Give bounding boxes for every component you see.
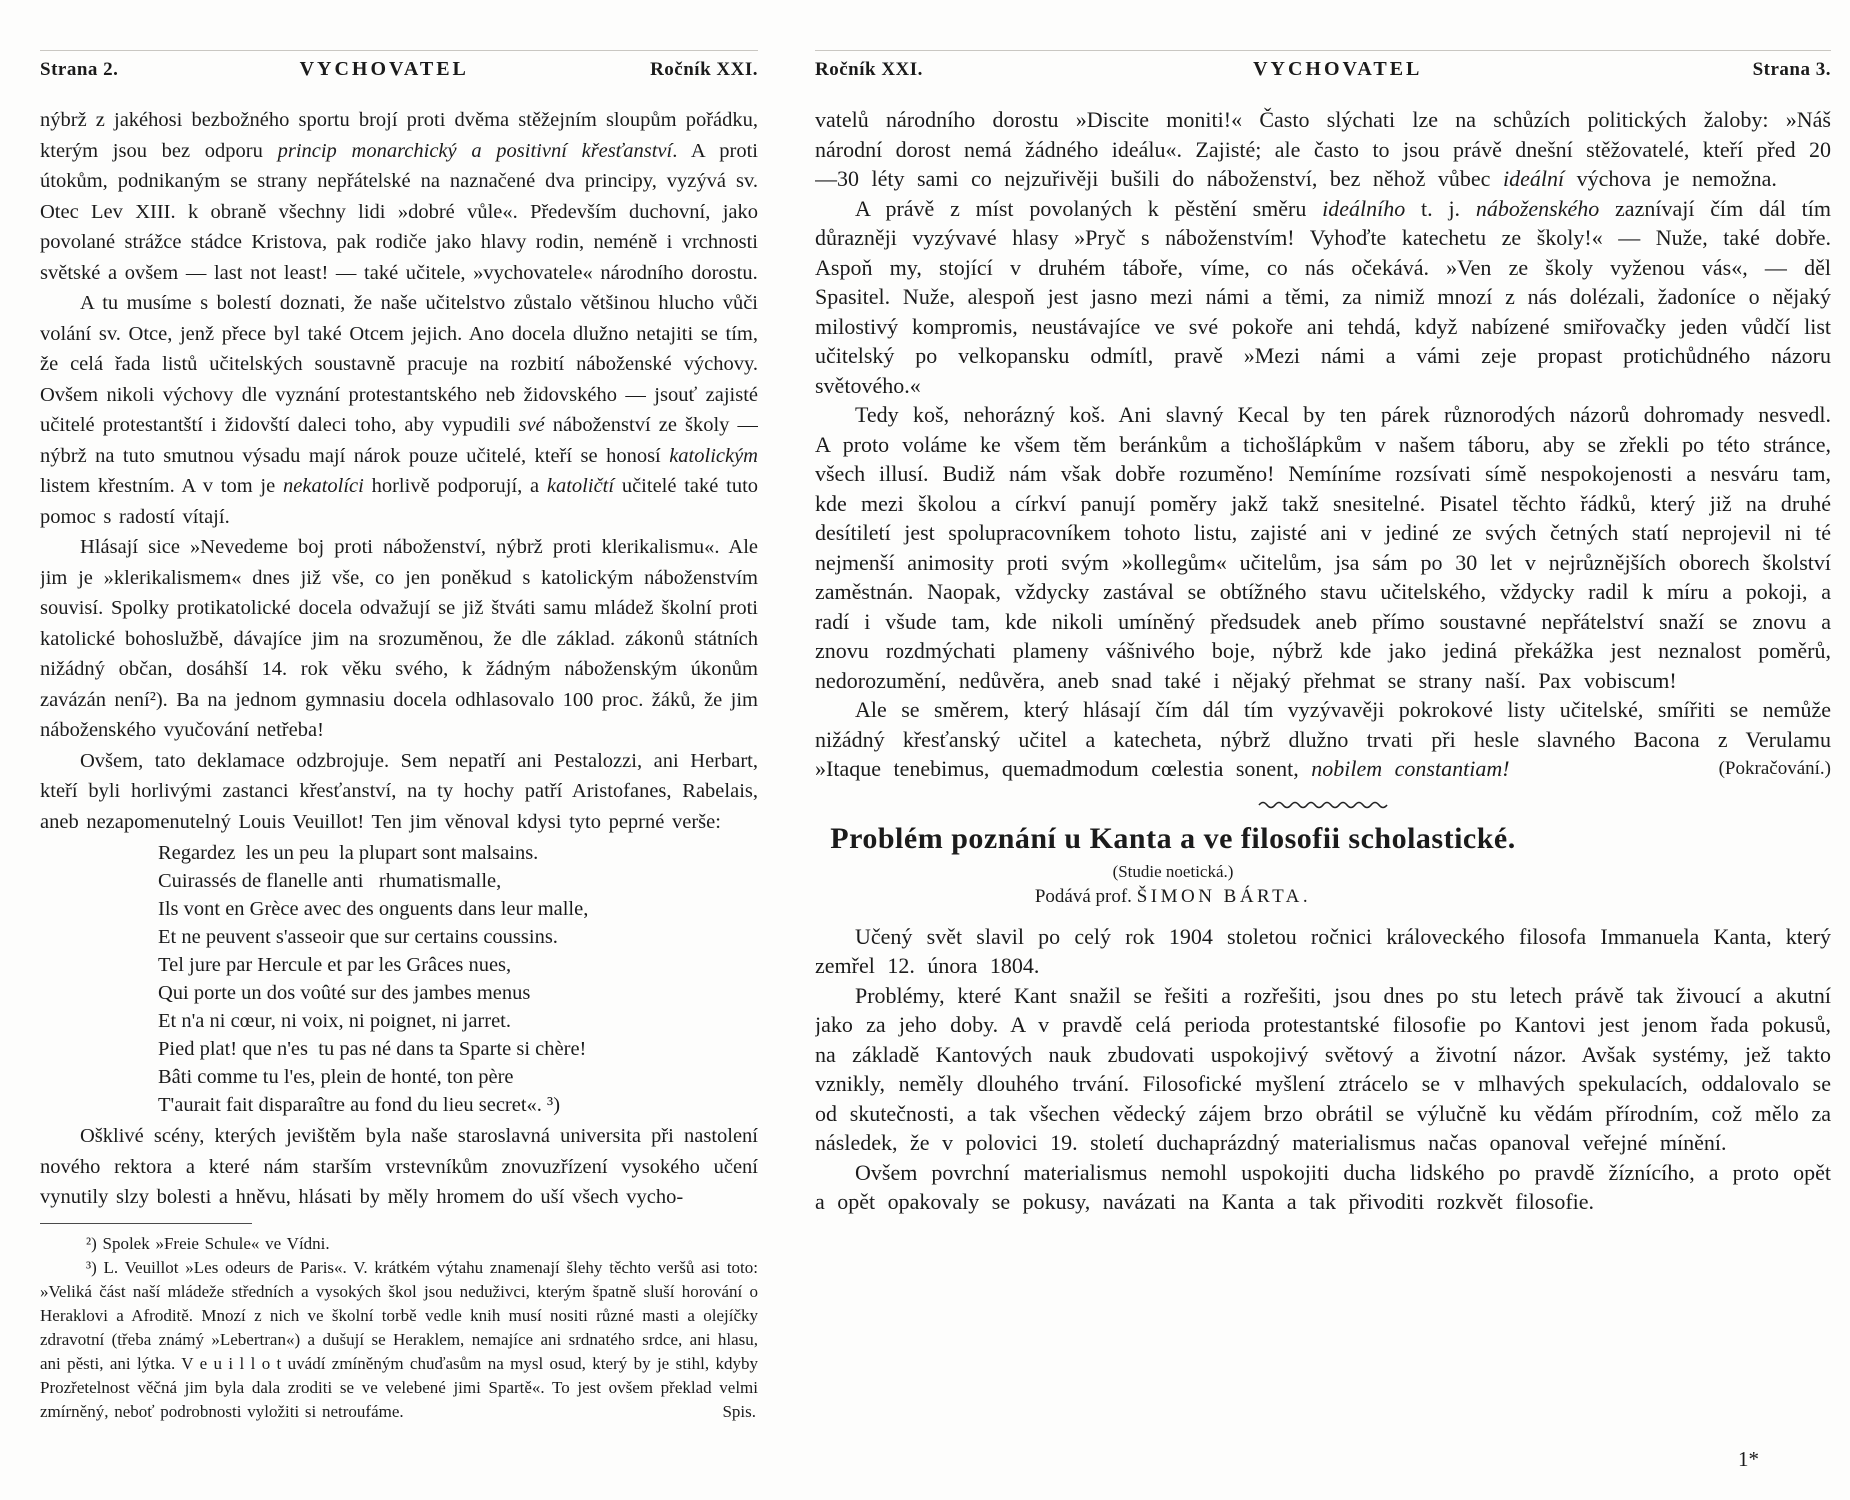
paragraph: Tedy koš, nehorázný koš. Ani slavný Kecal by ten párek různorodých názorů dohromady nesvedl. A proto voláme ke všem těm beránkům a tichošlápkům v našem táboru, aby se zřekli po této stránce, všech illusí. Budiž nám však dobře rozuměno! Nemíníme rozsívati símě nespokojenosti a nesváru tam, kde mezi školou a církví panují poměry jakž takž snesitelné. Pisatel těchto řádků, který již na druhé desítiletí jest spolupracovníkem tohoto listu, zajisté ani v jediné ze svých četných statí neprojevil ni té nejmenší animosity proti svým »kollegům« učitelům, jsa sám po 30 let v nejrůznějších oborech školství zaměstnán. Naopak, vždycky zastával se obtížného stavu učitelského, vždycky radil k míru a pokoji, a radí i všude tam, kde nikoli umíněný předsudek aneb přímo soustavné nepřátelství snaží se znovu a znovu rozdmýchati plameny vášnivého boje, nýbrž kde jako jediná překážka jest neznalost poměrů, nedorozumění, nedůvěra, aneb snad také i nějaký přehmat se strany naší. Pax vobiscum! — [815, 402, 1831, 693]
journal-title-right: VYCHOVATEL — [1253, 58, 1423, 80]
footnote-3-text: ³) L. Veuillot »Les odeurs de Paris«. V. krátkém výtahu znamenají šlehy těchto veršů asi toto: »Veliká část naší mládeže středních a vysokých škol jsou neduživci, kterým špatně sluší horování o Heraklovi a Afroditě. Mnozí z nich ve školní torbě vedle knih musí nositi různé masti a olejíčky zdravotní (třeba známý »Lebertran«) a dušují se Heraklem, nemajíce ani srdnatého srdce, ani hlasu, ani pěsti, ani lýtka. V e u i l l o t uvádí zmíněným chuďasům na mysl osud, který by je stihl, kdyby Prozřetelnost věčná jim byla dala zroditi se ve velebené jimi Spartě«. To jest ovšem překlad velmi zmírněný, neboť podrobnosti vyložiti si netroufáme. — [40, 1257, 758, 1421]
poem-veuillot — [158, 839, 758, 1119]
footnote-2: ²) Spolek »Freie Schule« ve Vídni. — [86, 1233, 330, 1253]
poem-line: Bâti comme tu l'es, plein de honté, ton père — [158, 1066, 514, 1088]
paragraph: Hlásají sice »Nevedeme boj proti náboženství, nýbrž proti klerikalismu«. Ale jim je »klerikalismem« dnes již vše, co jen poněkud s katolickým náboženstvím souvisí. Spolky protikatolické docela odvažují se již štváti samu mládež školní proti katolické bohoslužbě, dávajíce jim na srozuměnou, že dle základ. zákonů státních nižádný občan, dosáhší 14. rok věku svého, k žádným náboženským úkonům zavázán není²). Ba na jednom gymnasiu docela odhlasovalo 100 proc. žáků, že jim náboženského vyučování netřeba! — [40, 536, 758, 741]
byline-author: ŠIMON BÁRTA. — [1136, 885, 1312, 907]
volume-label-right: Ročník XXI. — [815, 59, 923, 80]
paragraph-continuation: nýbrž z jakéhosi bezbožného sportu brojí proti dvěma stěžejním sloupům pořádku, kterým jsou bez odporu princip monarchický a positivní křesťanství. A proti útokům, podnikaným se strany nepřátelské na naznačené dva principy, vyzývá sv. Otec Lev XIII. k obraně všechny lidi »dobré vůle«. Především duchovní, jako povolané strážce stádce Kristova, pak rodiče jako hlavy rodin, neméně i vrchnosti světské a ovšem — last not least! — také učitele, »vychovatele« národního dorostu. — [40, 109, 758, 284]
article-paragraph: Problémy, které Kant snažil se řešiti a rozřešiti, jsou dnes po stu letech právě tak živoucí a akutní jako za jeho doby. A v pravdě celá perioda protestantské filosofie po Kantovi jest jenom řada pokusů, na základě Kantových nauk zbudovati uspokojivý světový a životní názor. Avšak systémy, jež takto vznikly, neměly dlouhého trvání. Filosofické myšlení ztrácelo se v mlhavých spekulacích, oddalovalo se od skutečnosti, a tak všechen vědecký zájem brzo obrátil se výlučně ku vědám přírodním, což mělo za následek, že v polovici 19. století duchaprázdný materialismus načas opanoval veřejné mínění. — [815, 982, 1831, 1155]
footnotes — [40, 1232, 758, 1424]
journal-title-left: VYCHOVATEL — [299, 58, 469, 80]
article-header — [815, 822, 1831, 908]
poem-line: Et n'a ni cœur, ni voix, ni poignet, ni jarret. — [158, 1010, 512, 1032]
paragraph: Ošklivé scény, kterých jevištěm byla naše staroslavná universita při nastolení nového rektora a které nám starším vrstevníkům znovuzřízení vysokého učení vynutily slzy bolesti a hněvu, hlásati by měly hromem do uší všech vycho- — [40, 1125, 758, 1208]
paragraph-continuation: vatelů národního dorostu »Discite moniti!« Často slýchati lze na schůzích politických žaloby: »Náš národní dorost nemá žádného ideálu«. Zajisté; ale často to jsou právě dnešní stěžovatelé, kteří před 20—30 léty sami co nejzuřivěji bušili do náboženství, bez něhož vůbec ideální výchova je nemožna. — [815, 107, 1831, 191]
signature-mark: 1* — [1738, 1447, 1759, 1471]
paragraph: A tu musíme s bolestí doznati, že naše učitelstvo zůstalo většinou hlucho vůči volání sv. Otce, jenž přece byl také Otcem jejich. Ano docela dlužno netajiti se tím, že celá řada listů učitelských soustavně pracuje na rozbití náboženské výchovy. Ovšem nikoli výchovy dle vyznání protestantského neb židovského — jsouť zajisté učitelé protestantští i židovští daleci toho, aby vypudili své náboženství ze školy — nýbrž na tuto smutnou výsadu mají nárok pouze učitelé, kteří se honosí katolickým listem křestním. A v tom je nekatolíci horlivě podporují, a katoličtí učitelé také tuto pomoc s radostí vítají. — [40, 292, 758, 528]
paragraph: Ovšem, tato deklamace odzbrojuje. Sem nepatří ani Pestalozzi, ani Herbart, kteří byli horlivými zastanci křesťanství, na ty hochy patří Aristofanes, Rabelais, aneb nezapomenutelný Louis Veuillot! Ten jim věnoval kdysi tyto peprné verše: — [40, 749, 758, 833]
poem-line: Tel jure par Hercule et par les Grâces nues, — [158, 954, 512, 976]
paragraph: A právě z míst povolaných k pěstění směru ideálního t. j. náboženského zaznívají čím dál tím důrazněji vyzývavé hlasy »Pryč s náboženstvím! Vyhoďte katechetu ze školy!« — Nuže, také dobře. Aspoň my, stojící v druhém táboře, víme, co nás očekává. »Ven ze školy vyženou vás«, — děl Spasitel. Nuže, alespoň jest jasno mezi námi a těmi, za nimiž mnozí z nás dolézali, žadoníce o nějaký milostivý kompromis, neustávajíce ve své pokoře ani tehdá, když nabízené smiřovačky jeden vůdčí list učitelský po velkopansku odmítl, pravě »Mezi námi a vámi zeje propast protichůdného názoru světového.« — [815, 195, 1831, 398]
article-paragraph: Učený svět slavil po celý rok 1904 stoletou ročnici královeckého filosofa Immanuela Kanta, který zemřel 12. února 1804. — [815, 923, 1831, 978]
paragraph-text: Ale se směrem, který hlásají čím dál tím vyzývavěji pokrokové listy učitelské, smířiti se nemůže nižádný křesťanský učitel a katecheta, nýbrž dlužno trvati při hesle slavného Bacona z Verulamu »Itaque tenebimus, quemadmodum cœlestia sonent, nobilem constantiam! — [815, 697, 1831, 781]
article-paragraph: Ovšem povrchní materialismus nemohl uspokojiti ducha lidského po pravdě žíznícího, a proto opět a opět opakovaly se pokusy, navázati na Kanta a tak přivoditi rozkvět filosofie. — [815, 1159, 1831, 1214]
page-number-right: Strana 3. — [1752, 59, 1831, 80]
poem-line: T'aurait fait disparaître au fond du lieu secret«. ³) — [158, 1094, 561, 1116]
top-rule-left — [40, 50, 758, 51]
page-number-left: Strana 2. — [40, 59, 119, 80]
continuation-note: (Pokračování.) — [1718, 758, 1831, 779]
volume-label-left: Ročník XXI. — [650, 59, 758, 80]
article-byline — [815, 886, 1531, 908]
page-left — [40, 0, 758, 1500]
article-subtitle: (Studie noetická.) — [1112, 861, 1234, 881]
poem-line: Ils vont en Grèce avec des onguents dans leur malle, — [158, 898, 589, 920]
poem-line: Regardez les un peu la plupart sont malsains. — [158, 842, 539, 864]
squiggle-divider — [815, 798, 1831, 816]
poem-line: Et ne peuvent s'asseoir que sur certains coussins. — [158, 926, 558, 948]
footnote-3 — [40, 1256, 758, 1424]
top-rule-right — [815, 50, 1831, 51]
page-right — [815, 0, 1831, 1500]
poem-line: Pied plat! que n'es tu pas né dans ta Sparte si chère! — [158, 1038, 587, 1060]
footnote-signature: Spis. — [722, 1401, 756, 1421]
poem-line: Cuirassés de flanelle anti rhumatismalle, — [158, 870, 502, 892]
poem-line: Qui porte un dos voûté sur des jambes menus — [158, 982, 531, 1004]
paragraph-article-end — [815, 695, 1831, 784]
byline-prefix: Podává prof. — [1034, 885, 1137, 907]
footnote-rule — [40, 1223, 252, 1224]
article-title: Problém poznání u Kanta a ve filosofii scholastické. — [830, 821, 1516, 855]
page-right-header — [815, 58, 1831, 81]
page-left-header — [40, 58, 758, 81]
